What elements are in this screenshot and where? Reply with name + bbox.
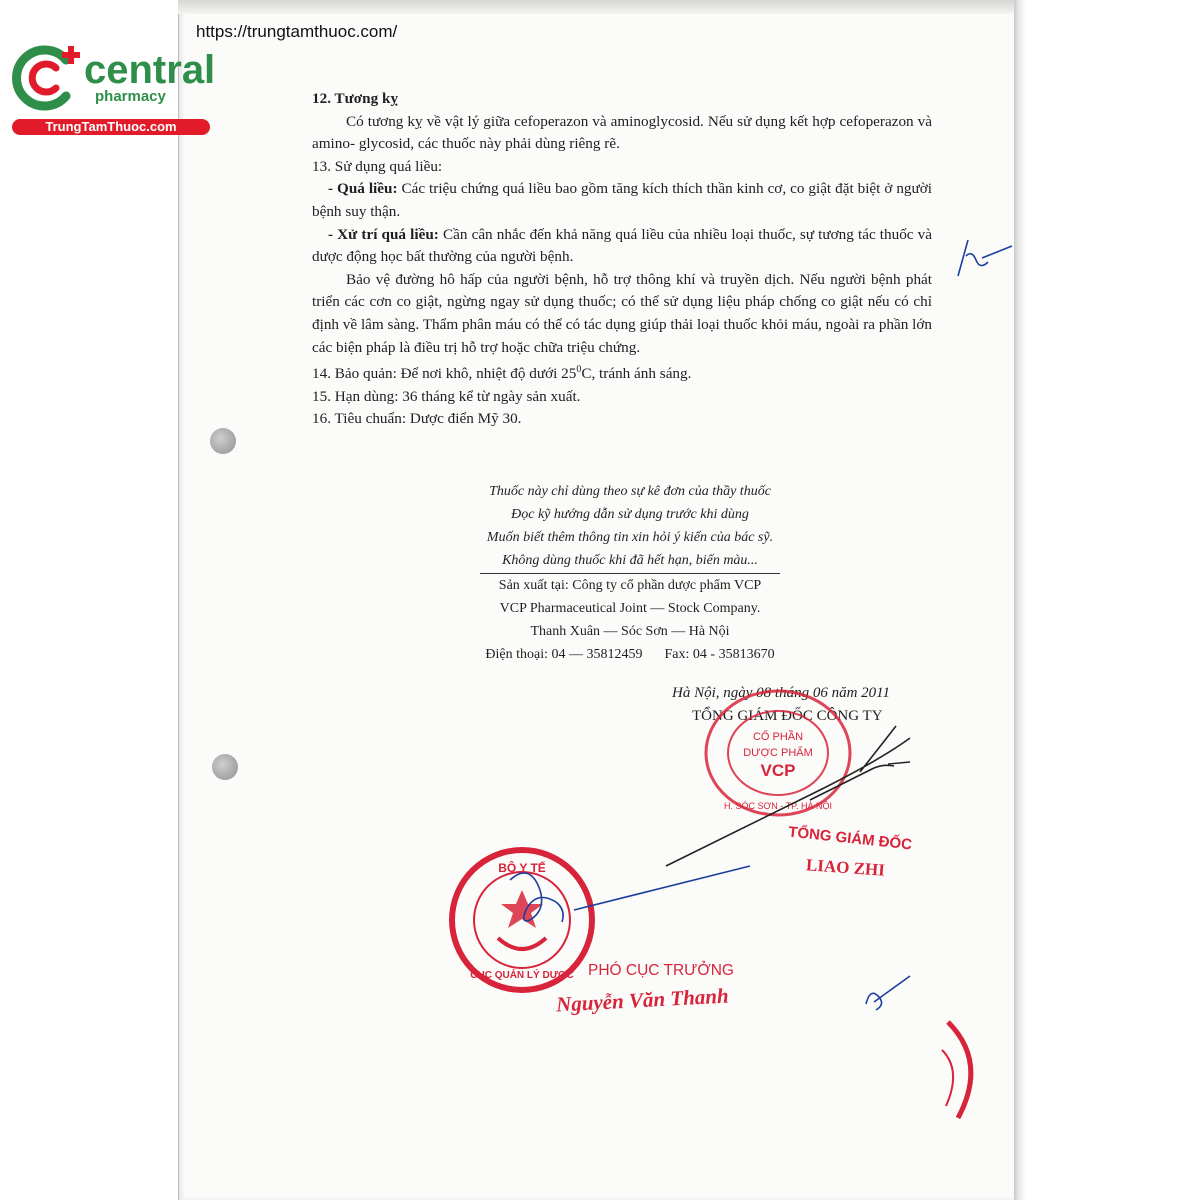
section-heading: 12. Tương kỵ <box>312 90 399 107</box>
warning-line: Đọc kỹ hướng dẫn sử dụng trước khi dùng <box>511 507 749 522</box>
standard-line: 16. Tiêu chuẩn: Dược điển Mỹ 30. <box>312 410 522 428</box>
overdose-text: Các triệu chứng quá liều bao gồm tăng kích thích thần kinh cơ, co giật đặt biệt ở người bệnh suy thận. <box>312 180 933 220</box>
signatory-title: PHÓ CỤC TRƯỞNG <box>588 962 734 979</box>
watermark-url[interactable]: https://trungtamthuoc.com/ <box>196 22 398 41</box>
logo-mark-icon <box>8 38 88 118</box>
logo-site-badge[interactable]: TrungTamThuoc.com <box>12 119 210 135</box>
manufacturer-address: Thanh Xuân — Sóc Sơn — Hà Nội <box>530 624 730 639</box>
punch-hole <box>210 428 236 454</box>
manufacturer-line: VCP Pharmaceutical Joint — Stock Company. <box>499 601 761 616</box>
fax-number: Fax: 04 - 35813670 <box>664 647 775 662</box>
paragraph-treatment-more: Bảo vệ đường hô hấp của người bệnh, hỗ trợ thông khí và truyền dịch. Nếu người bệnh phát triển các cơn co giật, ngừng ngay sử dụng thuốc; có thể sử dụng liệu pháp chống co giật nếu có chỉ định về lâm sàng. Thẩm phân máu có thể có tác dụng giúp thải loại thuốc khỏi máu, ngoài ra phần lớn các biện pháp là điều trị hỗ trợ hoặc chữa triệu chứng. <box>312 270 932 356</box>
shelf-life-line: 15. Hạn dùng: 36 tháng kể từ ngày sản xuất. <box>312 387 581 405</box>
section-heading: 13. Sử dụng quá liều: <box>312 157 443 175</box>
storage-text: 14. Bảo quản: Để nơi khô, nhiệt độ dưới 25 <box>312 365 577 383</box>
punch-hole <box>212 754 238 780</box>
warning-line: Thuốc này chỉ dùng theo sự kê đơn của thầy thuốc <box>489 484 771 499</box>
emblem-wreath-icon <box>498 938 546 949</box>
treatment-text: Cần cân nhắc đến khả năng quá liều của nhiều loại thuốc, sự tương tác thuốc và dược động học bất thường của người bệnh. <box>312 225 933 266</box>
signoff-title: TỔNG GIÁM ĐỐC CÔNG TY <box>692 708 883 724</box>
signatory-title: TỔNG GIÁM ĐỐC <box>787 823 913 854</box>
signatory-name: Nguyễn Văn Thanh <box>555 983 730 1017</box>
manufacturer-line: Sản xuất tại: Công ty cổ phần dược phẩm VCP <box>498 578 762 593</box>
treatment-label: - Xử trí quá liều: <box>328 225 439 243</box>
ministry-seal-stamp <box>446 846 598 994</box>
storage-line <box>312 359 932 386</box>
overdose-label: - Quá liều: <box>328 180 398 198</box>
label-footer-block <box>440 480 820 666</box>
logo-wordmark: central <box>84 48 216 92</box>
paragraph-treatment <box>312 224 932 269</box>
page-margin <box>0 0 178 1200</box>
scan-top-edge <box>178 0 1014 14</box>
contact-line <box>440 643 820 666</box>
storage-text-end: C, tránh ánh sáng. <box>581 365 692 383</box>
document-body <box>312 88 932 431</box>
emblem-star-icon <box>501 890 543 928</box>
stamp-line: CỔ PHẦN <box>752 731 804 743</box>
stamp-line: VCP <box>760 761 796 780</box>
signatory-name: LIAO ZHI <box>805 855 886 880</box>
stamp-line: DƯỢC PHẨM <box>743 747 813 759</box>
stamp-ring-text: BỘ Y TẾ <box>498 861 546 875</box>
paragraph-overdose <box>312 178 932 223</box>
signoff-date: Hà Nội, ngày 08 tháng 06 năm 2011 <box>672 685 891 701</box>
company-seal-stamp <box>702 688 854 818</box>
logo-subtitle: pharmacy <box>95 88 166 105</box>
paragraph-incompatibility: Có tương kỵ về vật lý giữa cefoperazon và aminoglycosid. Nếu sử dụng kết hợp cefoperazon và amino- glycosid, các thuốc này phải dùng riêng rẽ. <box>312 112 932 153</box>
warning-line: Không dùng thuốc khi đã hết hạn, biến màu... <box>502 553 758 568</box>
stamp-ring-text: CỤC QUẢN LÝ DƯỢC <box>470 970 574 981</box>
stamp-ring-text: H. SÓC SƠN - TP. HÀ NỘI <box>724 801 832 811</box>
warning-line: Muốn biết thêm thông tin xin hỏi ý kiến của bác sỹ. <box>486 530 774 545</box>
page-edge-shadow <box>1014 0 1026 1200</box>
storage-degree: 0 <box>576 364 582 376</box>
phone-number: Điện thoại: 04 — 35812459 <box>485 647 643 662</box>
